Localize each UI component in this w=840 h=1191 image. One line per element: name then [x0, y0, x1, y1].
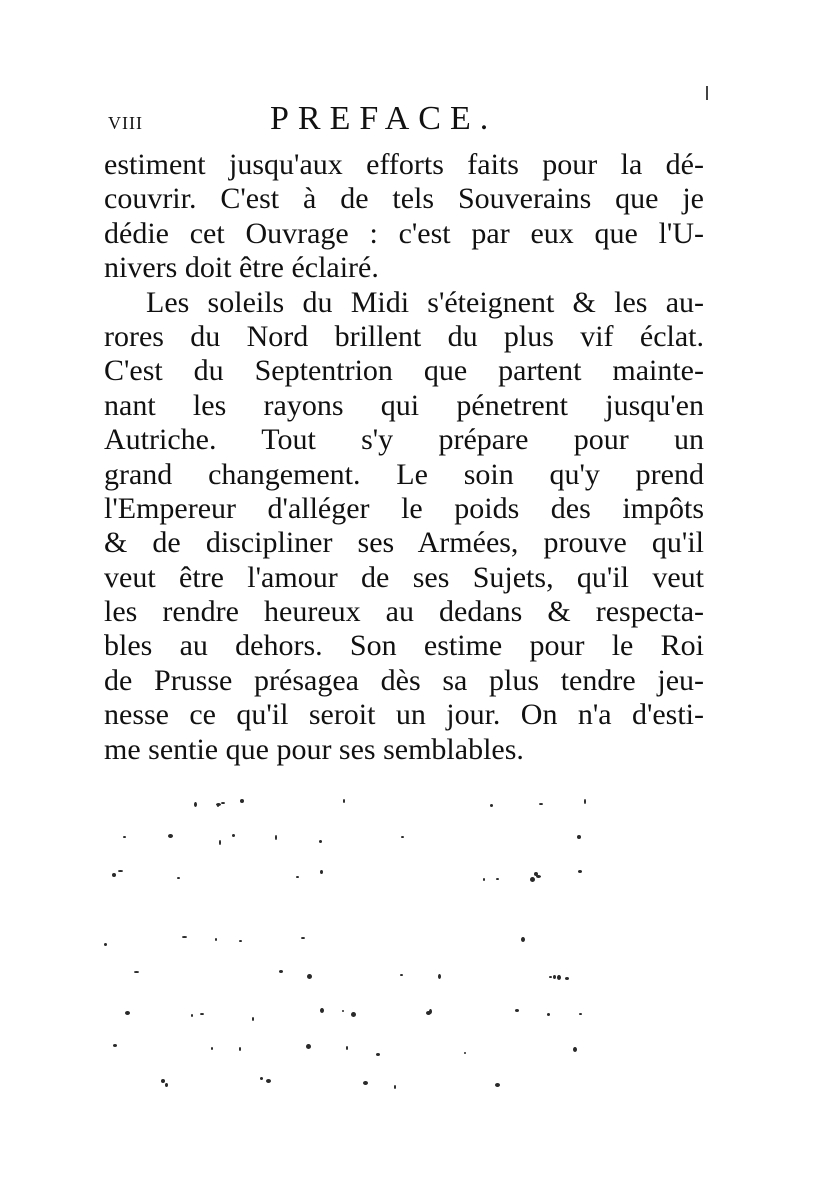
speckle — [104, 943, 107, 946]
speckle — [221, 802, 225, 804]
speckle — [363, 1081, 368, 1085]
speckle — [182, 936, 187, 938]
speckle — [296, 876, 299, 878]
speckle — [194, 802, 197, 807]
speckle — [215, 938, 217, 941]
speckle — [343, 799, 345, 803]
page-header-title: PREFACE. — [270, 100, 498, 137]
print-mark — [706, 86, 708, 100]
speckle — [307, 974, 312, 979]
speckle — [495, 1083, 500, 1087]
speckle — [342, 1010, 344, 1012]
speckle — [549, 976, 552, 978]
speckle — [319, 840, 322, 843]
speckle — [301, 937, 305, 939]
speckle — [260, 1077, 263, 1080]
speckle — [112, 873, 116, 877]
speckle — [177, 877, 180, 879]
speckle — [584, 799, 586, 804]
speckle — [113, 1044, 117, 1047]
speckle — [168, 834, 173, 838]
speckle — [219, 840, 221, 845]
speckle — [553, 975, 556, 979]
speckle — [346, 1046, 348, 1050]
speckle — [118, 870, 123, 872]
text-line: nesse ce qu'il seroit un jour. On n'a d'esti- — [104, 698, 704, 732]
speckle — [216, 803, 221, 806]
text-line: Autriche. Tout s'y prépare pour un — [104, 423, 704, 457]
speckle — [252, 1017, 254, 1021]
speckle — [165, 1083, 168, 1087]
speckle — [483, 878, 485, 881]
speckle — [521, 937, 525, 942]
speckle — [577, 835, 581, 839]
speckle — [239, 940, 242, 942]
speckle — [530, 877, 535, 882]
running-head — [108, 100, 568, 140]
text-line: nant les rayons qui pénetrent jusqu'en — [104, 388, 704, 422]
speckle — [240, 799, 244, 803]
speckle — [515, 1009, 519, 1012]
speckle — [161, 1079, 165, 1083]
text-line: C'est du Septentrion que partent mainte- — [104, 354, 704, 388]
speckle — [125, 1011, 130, 1015]
speckle — [191, 1014, 193, 1017]
speckle — [573, 1047, 577, 1052]
speckle — [401, 836, 404, 838]
speckle — [266, 1079, 271, 1083]
speckle — [123, 836, 126, 838]
speckle — [464, 1052, 466, 1054]
speckle — [496, 878, 499, 880]
text-line: de Prusse présagea dès sa plus tendre jeu- — [104, 663, 704, 697]
text-line: grand changement. Le soin qu'y prend — [104, 457, 704, 491]
text-line: l'Empereur d'alléger le poids des impôts — [104, 491, 704, 525]
speckle — [275, 835, 277, 840]
speckle — [490, 804, 493, 807]
text-line: nivers doit être éclairé. — [104, 251, 379, 285]
speckle — [239, 1047, 241, 1051]
speckle — [232, 834, 235, 837]
speckle — [306, 1044, 311, 1049]
text-line: les rendre heureux au dedans & respecta- — [104, 595, 704, 629]
text-line: dédie cet Ouvrage : c'est par eux que l'U- — [104, 216, 704, 250]
speckle — [320, 870, 323, 874]
speckle — [565, 977, 569, 980]
speckle — [134, 971, 139, 973]
speckle — [579, 1013, 582, 1015]
bleed-through-speckles — [100, 790, 620, 1120]
text-line: estiment jusqu'aux efforts faits pour la dé- — [104, 148, 704, 181]
speckle — [534, 872, 538, 876]
body-text — [104, 148, 704, 767]
speckle — [557, 975, 561, 980]
text-line: Les soleils du Midi s'éteignent & les au- — [146, 285, 704, 319]
page-number: viii — [108, 106, 143, 135]
text-line: veut être l'amour de ses Sujets, qu'il veut — [104, 560, 704, 594]
speckle — [211, 1047, 213, 1050]
speckle — [429, 1009, 432, 1014]
speckle — [539, 803, 543, 805]
speckle — [351, 1012, 356, 1017]
speckle — [200, 1013, 204, 1015]
speckle — [394, 1085, 396, 1089]
speckle — [279, 970, 283, 973]
speckle — [320, 1008, 324, 1013]
speckle — [400, 974, 403, 976]
text-line: & de discipliner ses Armées, prouve qu'il — [104, 526, 704, 560]
text-line: couvrir. C'est à de tels Souverains que je — [104, 182, 704, 216]
speckle — [438, 974, 441, 979]
speckle — [547, 1013, 550, 1016]
speckle — [578, 870, 582, 873]
text-line: bles au dehors. Son estime pour le Roi — [104, 629, 704, 663]
speckle — [376, 1053, 380, 1056]
text-line: me sentie que pour ses semblables. — [104, 732, 524, 766]
text-line: rores du Nord brillent du plus vif éclat. — [104, 319, 704, 353]
